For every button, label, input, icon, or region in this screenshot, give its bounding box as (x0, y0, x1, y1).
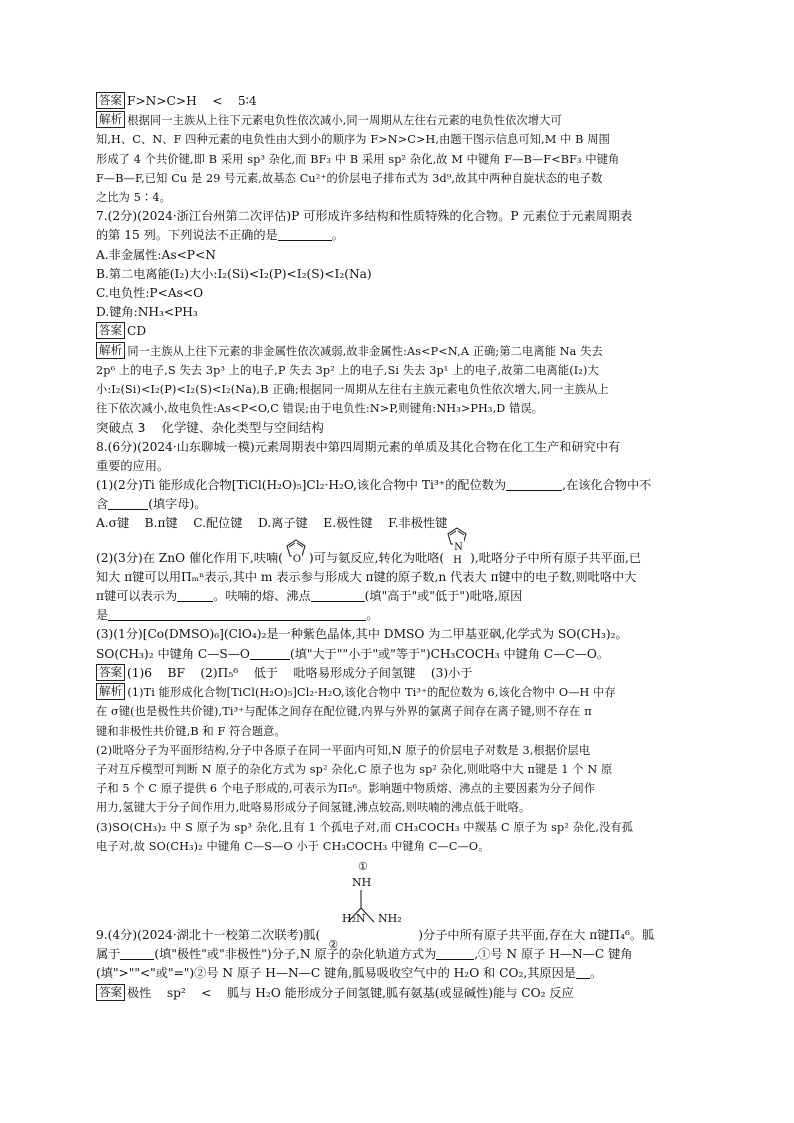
q7-stem-text: 的第 15 列。下列说法不正确的是 (96, 228, 278, 243)
q8-part2-line-4 (96, 606, 706, 625)
q7-analysis-line-4: 往下依次减小,故电负性:As<P<O,C 错误;由于电负性:N>P,则键角:NH₃>PH₃,D 错误。 (96, 402, 544, 416)
q8-part1-text: (填字母)。 (148, 497, 207, 512)
guanidine-label-1: ① (358, 859, 368, 873)
q6-analysis-line-3: 形成了 4 个共价键,即 B 采用 sp³ 杂化,而 BF₃ 中 B 采用 sp² 杂化,故 M 中键角 F—B—F<BF₃ 中键角 (96, 152, 620, 166)
guanidine-label-2: ② (328, 937, 339, 951)
q9-stem-text: (填"极性"或"非极性")分子,N 原子的杂化轨道方式为 (154, 947, 437, 962)
pyrrole-structure (444, 541, 470, 566)
q8-part1-text: 含 (96, 497, 109, 512)
q8-analysis-line-4: (2)吡咯分子为平面形结构,分子中各原子在同一平面内可知,N 原子的价层电子对数是 3,根据价层电 (96, 743, 591, 757)
q8-part1-text: ,在该化合物中不 (562, 478, 652, 493)
q8-part3-line-1: (3)(1分)[Co(DMSO)₆](ClO₄)₂是一种紫色晶体,其中 DMSO 为二甲基亚砜,化学式为 SO(CH₃)₂。 (96, 627, 628, 642)
q8-answer-line (96, 664, 706, 683)
answer-blank (250, 647, 290, 660)
q7-answer-text: CD (127, 324, 147, 339)
q8-part2-text: 是 (96, 608, 109, 623)
q6-analysis-line-1 (96, 111, 706, 130)
q8-analysis-line-7: 用力,氢键大于分子间作用力,吡咯易形成分子间氢键,沸点较高,则呋喃的沸点低于吡咯。 (96, 801, 531, 815)
q8-analysis-line-2: 在 σ键(也是极性共价键),Ti³⁺与配体之间存在配位键,内界与外界的氯离子间存在离子键,则不存在 π (96, 705, 592, 719)
q8-part2-line-1 (96, 541, 706, 568)
q6-answer-text: F>N>C>H < 5∶4 (127, 94, 257, 108)
guanidine-nh2-right: NH₂ (378, 911, 402, 925)
q7-option-d: D.键角:NH₃<PH₃ (96, 305, 198, 320)
q6-analysis-line-2: 知,H、C、N、F 四种元素的电负性由大到小的顺序为 F>N>C>H,由题干图示信息可知,M 中 B 周围 (96, 133, 610, 147)
q6-analysis-line-5: 之比为 5∶4。 (96, 191, 171, 205)
answer-blank (436, 947, 474, 960)
q8-part3-line-2 (96, 645, 706, 664)
q9-stem-text: 属于 (96, 947, 121, 962)
pyrrole-h-label: H (453, 554, 462, 566)
q9-stem-text: ,①号 N 原子 H—N—C 键角 (474, 947, 633, 962)
guanidine-structure (96, 856, 706, 926)
section-heading: 突破点 3 化学键、杂化类型与空间结构 (96, 420, 324, 436)
q7-option-a: A.非金属性:As<P<N (96, 247, 216, 262)
q8-answer-text: (1)6 BF (2)Π₅⁶ 低于 吡咯易形成分子间氢键 (3)小于 (127, 665, 473, 680)
q7-option-b: B.第二电离能(I₂)大小:I₂(Si)<I₂(P)<I₂(S)<I₂(Na) (96, 266, 372, 281)
answer-tag: 答案 (96, 92, 125, 109)
q8-analysis-line-1 (96, 683, 706, 702)
q8-part3-text: (填"大于""小于"或"等于")CH₃COCH₃ 中键角 C—C—O。 (289, 646, 610, 661)
q9-answer-line (96, 984, 706, 1003)
q8-part2-line-2: 知大 π键可以用Πₘⁿ表示,其中 m 表示参与形成大 π键的原子数,n 代表大 π键中的电子数,则吡咯中大 (96, 569, 637, 584)
furan-structure (283, 548, 309, 566)
answer-tag: 答案 (96, 984, 125, 1001)
q8-part1-text: (1)(2分)Ti 能形成化合物[TiCl(H₂O)₅]Cl₂·H₂O,该化合物中 Ti³⁺的配位数为 (96, 478, 507, 493)
guanidine-nh2-left: H₂N (342, 911, 366, 925)
q8-stem-line-1: 8.(6分)(2024·山东聊城一模)元素周期表中第四周期元素的单质及其化合物在化工生产和研究中有 (96, 439, 621, 454)
q9-answer-text: 极性 sp² < 胍与 H₂O 能形成分子间氢键,胍有氨基(或显碱性)能与 CO₂ 反应 (127, 985, 574, 1000)
q9-stem-line-1 (96, 926, 706, 951)
q8-analysis-line-9: 电子对,故 SO(CH₃)₂ 中键角 C—S—O 小于 CH₃COCH₃ 中键角 C—C—O。 (96, 839, 490, 853)
furan-atom-label: O (292, 550, 302, 569)
answer-blank (506, 478, 562, 491)
q9-stem-text: (填">""<"或"=")②号 N 原子 H—N—C 键角,胍易吸收空气中的 H₂O 和 CO₂,其原因是 (96, 966, 576, 981)
analysis-text: 同一主族从上往下元素的非金属性依次减弱,故非金属性:As<P<N,A 正确;第二电离能 Na 失去 (127, 344, 603, 358)
analysis-tag: 解析 (96, 683, 125, 700)
q8-analysis-line-5: 子对互斥模型可判断 N 原子的杂化方式为 sp² 杂化,C 原子也为 sp² 杂化,则吡咯中大 π键是 1 个 N 原 (96, 762, 613, 776)
answer-blank (177, 589, 213, 602)
q7-option-c: C.电负性:P<As<O (96, 286, 204, 301)
q9-stem-line-2 (96, 945, 706, 964)
answer-blank (278, 228, 332, 241)
answer-tag: 答案 (96, 664, 125, 681)
q6-analysis-line-4: F—B—F,已知 Cu 是 29 号元素,故基态 Cu²⁺的价层电子排布式为 3d⁹,故其中两种自旋状态的电子数 (96, 171, 603, 185)
q7-analysis-line-3: 小:I₂(Si)<I₂(P)<I₂(S)<I₂(Na),B 正确;根据同一周期从左往右主族元素电负性依次增大,同一主族从上 (96, 383, 609, 397)
q9-stem-text: )分子中所有原子共平面,存在大 π键Π₄⁶。胍 (418, 927, 655, 942)
q8-part2-text: ),吡咯分子中所有原子共平面,已 (470, 550, 642, 565)
answer-blank (108, 497, 148, 510)
analysis-tag: 解析 (96, 342, 125, 359)
analysis-tag: 解析 (96, 111, 125, 128)
answer-tag: 答案 (96, 322, 125, 339)
q8-analysis-line-8: (3)SO(CH₃)₂ 中 S 原子为 sp³ 杂化,且有 1 个孤电子对,而 CH₃COCH₃ 中羰基 C 原子为 sp² 杂化,没有孤 (96, 820, 634, 834)
q7-stem-line-2 (96, 226, 706, 245)
q8-part3-text: SO(CH₃)₂ 中键角 C—S—O (96, 646, 250, 661)
answer-blank (576, 966, 590, 979)
q7-answer-line (96, 322, 706, 341)
q7-analysis-line-1 (96, 342, 706, 361)
q6-answer-line (96, 92, 706, 111)
answer-blank (108, 608, 366, 621)
answer-blank (120, 947, 154, 960)
q8-part2-text: (2)(3分)在 ZnO 催化作用下,呋喃( (96, 550, 283, 565)
document-page (96, 92, 706, 1003)
q8-part2-text: 。 (366, 608, 379, 623)
q7-stem-end: 。 (331, 228, 344, 243)
answer-blank (311, 589, 365, 602)
guanidine-nh: NH (352, 875, 372, 889)
analysis-text: 根据同一主族从上往下元素电负性依次减小,同一周期从左往右元素的电负性依次增大可 (127, 114, 562, 128)
q7-stem-line-1: 7.(2分)(2024·浙江台州第二次评估)P 可形成许多结构和性质特殊的化合物。P 元素位于元素周期表 (96, 209, 633, 224)
q8-part2-text: (填"高于"或"低于")吡咯,原因 (364, 589, 523, 604)
q8-analysis-line-6: 子和 5 个 C 原子提供 6 个电子形成的,可表示为Π₅⁶。影响题中物质熔、沸点的主要因素为分子间作 (96, 782, 596, 796)
q8-part1-options: A.σ键 B.π键 C.配位键 D.离子键 E.极性键 F.非极性键 (96, 516, 448, 531)
pyrrole-atom-label: N (453, 538, 464, 557)
q8-analysis-line-3: 键和非极性共价键,B 和 F 符合题意。 (96, 724, 286, 738)
q8-part2-line-3 (96, 587, 706, 606)
q9-stem-text: 9.(4分)(2024·湖北十一校第二次联考)胍( (96, 927, 321, 942)
q8-part1-line-2 (96, 495, 706, 514)
q8-part2-text: 。呋喃的熔、沸点 (213, 589, 311, 604)
q7-analysis-line-2: 2p⁶ 上的电子,S 失去 3p³ 上的电子,P 失去 3p² 上的电子,Si 失去 3p¹ 上的电子,故第二电离能(I₂)大 (96, 363, 599, 377)
q8-part1-line-1 (96, 476, 706, 495)
q8-stem-line-2: 重要的应用。 (96, 458, 170, 473)
q9-stem-text: 。 (589, 966, 603, 981)
q8-part2-text: π键可以表示为 (96, 589, 178, 604)
q9-stem-line-3 (96, 964, 706, 983)
analysis-text: (1)Ti 能形成化合物[TiCl(H₂O)₅]Cl₂·H₂O,该化合物中 Ti³⁺的配位数为 6,该化合物中 O—H 中存 (127, 686, 616, 700)
q8-part2-text: )可与氨反应,转化为吡咯( (308, 550, 445, 565)
